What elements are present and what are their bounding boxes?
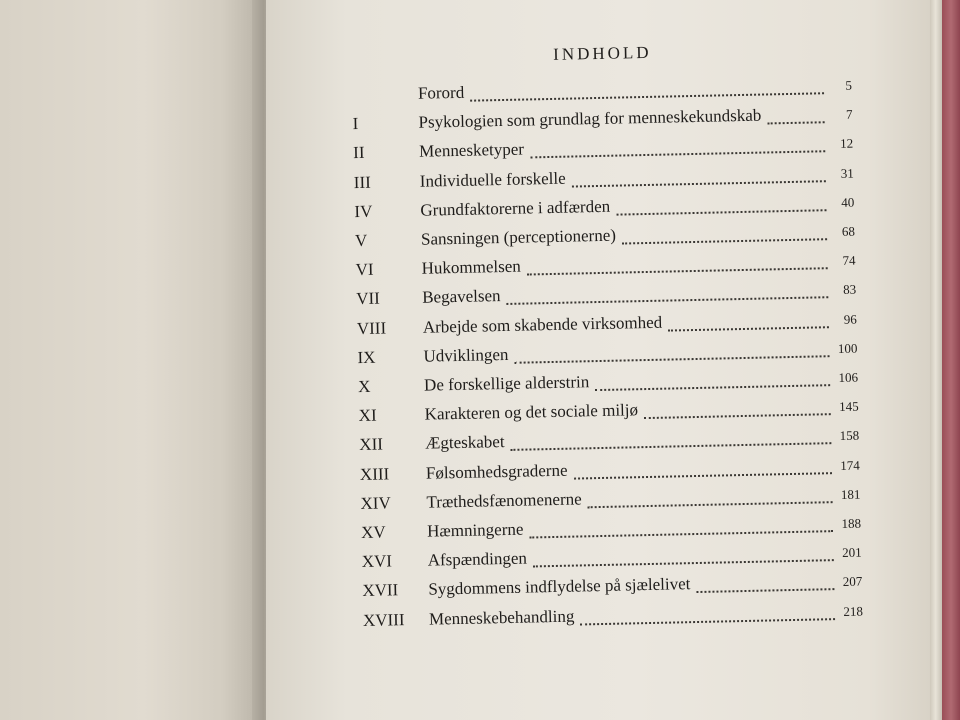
toc-entry <box>361 513 861 547</box>
toc-entry <box>355 250 855 284</box>
chapter-title: Karakteren og det sociale miljø <box>424 400 639 424</box>
dot-leader <box>572 180 826 187</box>
toc-entry <box>352 75 852 109</box>
page-number: 181 <box>840 486 861 502</box>
chapter-title: Sygdommens indflydelse på sjælelivet <box>428 574 691 600</box>
chapter-numeral: II <box>352 143 365 163</box>
chapter-numeral: IV <box>354 201 373 221</box>
chapter-title: Individuelle forskelle <box>419 168 566 191</box>
toc-entry <box>362 542 862 576</box>
chapter-numeral: III <box>353 172 371 192</box>
dot-leader <box>616 209 826 215</box>
toc-entry <box>354 162 854 196</box>
toc-entry <box>360 483 860 517</box>
chapter-title: Psykologien som grundlag for menneskekundskab <box>418 105 762 132</box>
page-number: 96 <box>843 311 857 327</box>
toc-entry <box>352 104 852 138</box>
chapter-title: Sansningen (perceptionerne) <box>420 225 617 249</box>
dot-leader <box>511 443 832 452</box>
toc-entry <box>355 221 855 255</box>
toc-entry <box>354 191 854 225</box>
toc-entry <box>360 454 860 488</box>
chapter-numeral: I <box>352 114 359 134</box>
chapter-title: Mennesketyper <box>418 139 525 162</box>
chapter-title: Grundfaktorerne i adfærden <box>420 196 611 220</box>
chapter-title: Hæmningerne <box>426 519 524 541</box>
toc-title: INDHOLD <box>552 42 652 64</box>
dot-leader <box>530 151 825 159</box>
chapter-title: De forskellige alderstrin <box>423 372 590 395</box>
chapter-title: Forord <box>417 82 465 103</box>
page-number: 158 <box>839 427 860 444</box>
toc-entry <box>358 396 858 430</box>
page-number: 68 <box>841 223 856 239</box>
chapter-numeral: V <box>354 230 368 251</box>
page-number: 106 <box>838 369 859 386</box>
toc-entry <box>356 279 856 313</box>
page-number: 188 <box>841 515 862 531</box>
chapter-numeral: VI <box>355 259 374 280</box>
page-number: 40 <box>841 194 855 210</box>
page-number: 201 <box>842 544 862 561</box>
chapter-numeral: IX <box>357 347 376 367</box>
chapter-numeral <box>352 99 418 100</box>
dot-leader <box>580 618 835 625</box>
chapter-numeral: VIII <box>356 318 387 338</box>
dot-leader <box>515 355 830 364</box>
page-number: 7 <box>845 106 853 122</box>
page-number: 100 <box>837 340 858 356</box>
chapter-title: Træthedsfænomenerne <box>426 489 582 512</box>
chapter-title: Følsomhedsgraderne <box>425 460 568 483</box>
dot-leader <box>470 92 824 101</box>
chapter-title: Hukommelsen <box>421 256 521 278</box>
chapter-numeral: XVII <box>362 580 399 601</box>
chapter-title: Arbejde som skabende virksomhed <box>422 312 663 337</box>
dot-leader <box>527 267 828 275</box>
dot-leader <box>644 413 831 419</box>
page-number: 83 <box>843 282 857 298</box>
chapter-numeral: X <box>357 376 371 397</box>
dot-leader <box>533 559 834 567</box>
chapter-title: Menneskebehandling <box>428 606 575 629</box>
chapter-title: Udviklingen <box>423 344 509 366</box>
dot-leader <box>530 530 834 538</box>
page-number: 218 <box>843 603 864 619</box>
dot-leader <box>668 326 829 331</box>
page-number: 207 <box>842 573 863 590</box>
toc-entry <box>358 367 858 401</box>
dot-leader <box>574 472 832 479</box>
toc-entry <box>353 133 853 167</box>
chapter-numeral: VII <box>356 288 381 309</box>
dot-leader <box>767 121 824 124</box>
chapter-numeral: XVI <box>361 551 393 572</box>
chapter-numeral: XVIII <box>362 609 405 630</box>
page-number: 5 <box>845 77 853 93</box>
toc-entry <box>363 600 863 634</box>
toc-entry <box>357 308 857 342</box>
toc-entry <box>362 571 862 605</box>
chapter-numeral: XIII <box>359 464 390 484</box>
dot-leader <box>622 238 827 244</box>
chapter-numeral: XII <box>359 434 384 455</box>
chapter-title: Begavelsen <box>422 286 501 308</box>
toc-entry <box>357 337 857 371</box>
dot-leader <box>697 589 835 594</box>
toc-entry <box>359 425 859 459</box>
dot-leader <box>588 501 833 508</box>
chapter-title: Ægteskabet <box>425 432 505 454</box>
page-number: 12 <box>839 136 854 152</box>
dot-leader <box>507 297 829 306</box>
page-number: 31 <box>840 165 854 181</box>
chapter-numeral: XI <box>358 405 377 426</box>
chapter-numeral: XIV <box>360 493 391 513</box>
page-number: 174 <box>840 457 860 473</box>
dot-leader <box>595 384 830 391</box>
chapter-numeral: XV <box>360 522 386 543</box>
chapter-title: Afspændingen <box>427 548 528 570</box>
page-number: 74 <box>842 252 856 269</box>
page-number: 145 <box>838 398 859 415</box>
